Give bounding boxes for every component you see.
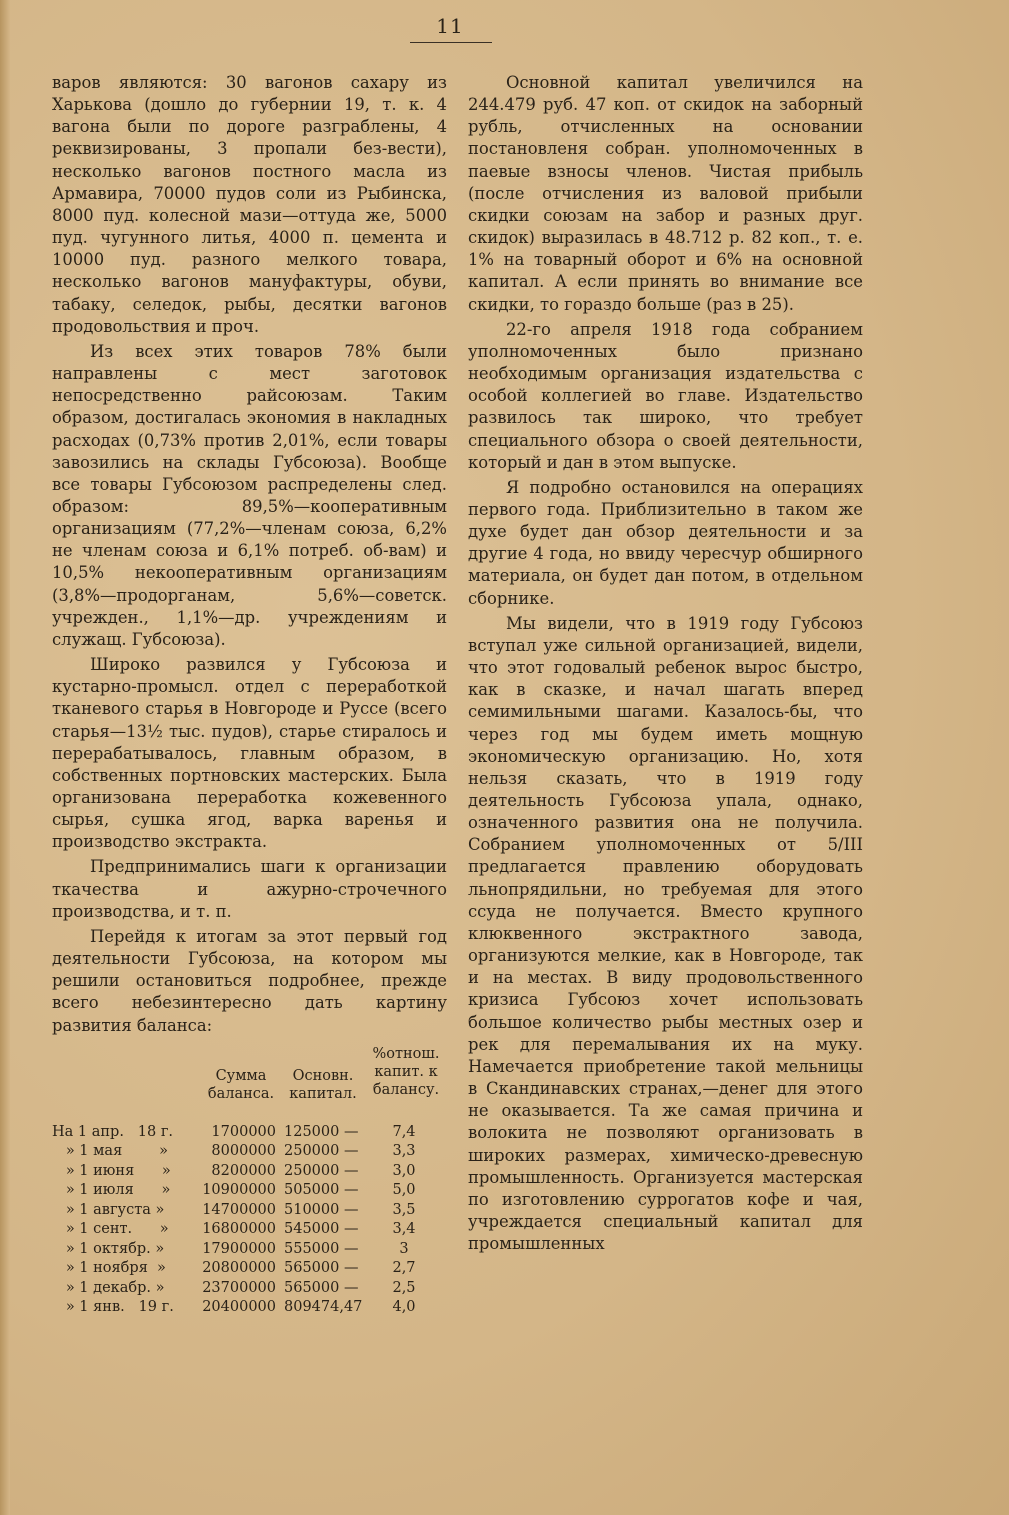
table-row <box>52 1201 447 1221</box>
paragraph: Я подробно остановился на операциях первого года. Приблизительно в таком же духе будет дан обзор деятельности и за другие 4 года, но ввиду чересчур обширного материала, он будет дан потом, в отдельном сборнике. <box>468 477 863 608</box>
row-capital: 125000 — <box>284 1123 359 1140</box>
row-label: » 1 июня » <box>52 1162 171 1179</box>
row-percent: 5,0 <box>392 1182 416 1199</box>
row-percent: 2,7 <box>392 1260 416 1277</box>
row-sum: 20400000 <box>202 1299 276 1316</box>
row-sum: 23700000 <box>202 1279 276 1296</box>
row-sum: 17900000 <box>202 1240 276 1257</box>
paragraph: Мы видели, что в 1919 году Губсоюз вступал уже сильной организацией, видели, что этот годовалый ребенок вырос быстро, как в сказке, и начал шагать вперед семимильными шагами. Казалось-бы, что через год мы будем иметь мощную экономическую организацию. Но, хотя нельзя сказать, что в 1919 году деятельность Губсоюза упала, однако, означенного развития она не получила. Собранием уполномоченных от 5/III предлагается правлению оборудовать льнопрядильни, но требуемая для этого ссуда не получается. Вместо крупного клюквенного экстрактного завода, организуются мелкие, как в Новгороде, так и на местах. В виду продовольственного кризиса Губсоюз хочет использовать большое количество рыбы местных озер и рек для перемалывания их на муку. Намечается приобретение такой мельницы в Скандинавских странах,—денег для этого не оказывается. Та же самая причина и волокита не позволяют организовать в широких размерах, химическо-древесную промышленность. Организуется мастерская по изготовлению суррогатов кофе и чая, учреждается специальный капитал для промышленных <box>468 613 863 1254</box>
row-capital: 809474,47 <box>284 1299 363 1316</box>
row-percent: 3 <box>399 1240 409 1257</box>
row-capital: 565000 — <box>284 1279 359 1296</box>
row-capital: 250000 — <box>284 1162 359 1179</box>
header-ratio: %отнош. капит. к балансу. <box>372 1045 440 1098</box>
row-label: » 1 ноября » <box>52 1260 166 1277</box>
row-label: » 1 июля » <box>52 1182 171 1199</box>
right-column <box>468 72 863 1258</box>
row-capital: 555000 — <box>284 1240 359 1257</box>
table-row <box>52 1279 447 1299</box>
row-label: » 1 декабр. » <box>52 1279 165 1296</box>
table-row <box>52 1162 447 1182</box>
row-label: » 1 мая » <box>52 1143 168 1160</box>
row-sum: 14700000 <box>202 1201 276 1218</box>
row-label: » 1 янв. 19 г. <box>52 1299 174 1316</box>
header-capital: Основн. капитал. <box>289 1067 357 1102</box>
row-sum: 20800000 <box>202 1260 276 1277</box>
row-label: » 1 августа » <box>52 1201 165 1218</box>
paragraph: Широко развился у Губсоюза и кустарно-промысл. отдел с переработкой тканевого старья в Новгороде и Руссе (всего старья—13½ тыс. пудов), старье стиралось и перерабатывалось, главным образом, в собственных портновских мастерских. Была организована переработка кожевенного сырья, сушка ягод, варка варенья и производство экстракта. <box>52 655 447 852</box>
row-percent: 3,4 <box>392 1221 416 1238</box>
paragraph: 22-го апреля 1918 года собранием уполномоченных было признано необходимым организация издательства с особой коллегией во главе. Издательство развилось так широко, что требует специального обзора о своей деятельности, который и дан в этом выпуске. <box>468 319 863 472</box>
row-percent: 7,4 <box>392 1123 416 1140</box>
row-percent: 3,0 <box>392 1162 416 1179</box>
table-row <box>52 1240 447 1260</box>
row-label: » 1 октябр. » <box>52 1240 165 1257</box>
table-row <box>52 1123 447 1143</box>
table-row <box>52 1142 447 1162</box>
page-number: 11 <box>436 14 464 38</box>
paragraph: Предпринимались шаги к организации ткачества и ажурно-строчечного производства, и т. п. <box>52 857 447 921</box>
row-sum: 10900000 <box>202 1182 276 1199</box>
table-row <box>52 1181 447 1201</box>
paragraph: Перейдя к итогам за этот первый год деятельности Губсоюза, на котором мы решили остановиться подробнее, прежде всего небезинтересно дать картину развития баланса: <box>52 926 447 1035</box>
paragraph: варов являются: 30 вагонов сахару из Харькова (дошло до губернии 19, т. к. 4 вагона были по дороге разграблены, 4 реквизированы, 3 пропали без-вести), несколько вагонов постного масла из Армавира, 70000 пудов соли из Рыбинска, 8000 пуд. колесной мази—оттуда же, 5000 пуд. чугунного литья, 4000 п. цемента и 10000 пуд. разного мелкого товара, несколько вагонов мануфактуры, обуви, табаку, селедок, рыбы, десятки вагонов продовольствия и проч. <box>52 73 447 336</box>
row-capital: 565000 — <box>284 1260 359 1277</box>
balance-table <box>52 1045 447 1318</box>
row-capital: 250000 — <box>284 1143 359 1160</box>
row-sum: 1700000 <box>211 1123 276 1140</box>
table-row <box>52 1220 447 1240</box>
row-capital: 545000 — <box>284 1221 359 1238</box>
left-column <box>52 72 447 1318</box>
row-percent: 4,0 <box>392 1299 416 1316</box>
row-capital: 510000 — <box>284 1201 359 1218</box>
paragraph: Из всех этих товаров 78% были направлены с мест заготовок непосредственно райсоюзам. Таким образом, достигалась экономия в накладных расходах (0,73% против 2,01%, если товары завозились на склады Губсоюза). Вообще все товары Губсоюзом распределены след. образом: 89,5%—кооперативным организациям (77,2%—членам союза, 6,2% не членам союза и 6,1% потреб. об-вам) и 10,5% некооперативным организациям (3,8%—продорганам, 5,6%—советск. учрежден., 1,1%—др. учреждениям и служащ. Губсоюза). <box>52 341 447 649</box>
row-percent: 3,3 <box>392 1143 416 1160</box>
table-body <box>52 1123 447 1318</box>
paragraph: Основной капитал увеличился на 244.479 руб. 47 коп. от скидок на заборный рубль, отчисленных на основании постановленя собран. уполномоченных в паевые взносы членов. Чистая прибыль (после отчисления из валовой прибыли скидки союзам на забор и разных друг. скидок) выразилась в 48.712 р. 82 коп., т. е. 1% на товарный оборот и 6% на основной капитал. А если принять во внимание все скидки, то гораздо больше (раз в 25). <box>468 73 863 314</box>
row-capital: 505000 — <box>284 1182 359 1199</box>
header-rule <box>410 42 492 43</box>
table-row <box>52 1298 447 1318</box>
row-label: На 1 апр. 18 г. <box>52 1123 174 1140</box>
page-edge-shadow <box>0 0 10 1515</box>
row-sum: 8200000 <box>211 1162 276 1179</box>
row-label: » 1 сент. » <box>52 1221 169 1238</box>
table-header <box>52 1045 447 1123</box>
row-sum: 16800000 <box>202 1221 276 1238</box>
row-sum: 8000000 <box>211 1143 276 1160</box>
row-percent: 3,5 <box>392 1201 416 1218</box>
table-row <box>52 1259 447 1279</box>
header-sum: Сумма баланса. <box>207 1067 275 1102</box>
row-percent: 2,5 <box>392 1279 416 1296</box>
